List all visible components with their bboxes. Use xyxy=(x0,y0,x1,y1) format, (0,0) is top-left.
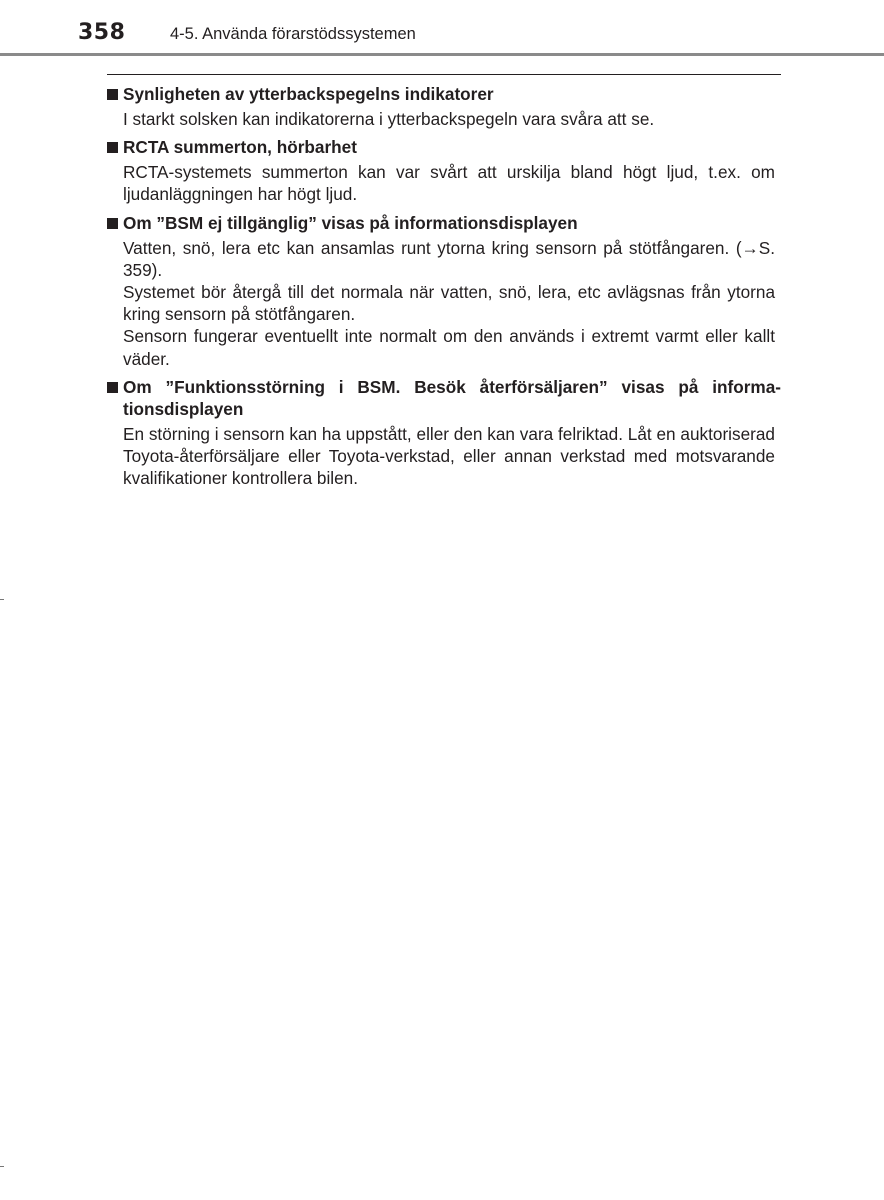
note-body xyxy=(123,237,775,370)
note-paragraph: Systemet bör återgå till det normala när vatten, snö, lera, etc avlägsnas från ytorna kring sensorn på stötfångaren. xyxy=(123,282,775,325)
note-heading-text: Synligheten av ytterbackspegelns indikatorer xyxy=(123,84,494,104)
margin-tick xyxy=(0,1166,4,1167)
note-paragraph: Vatten, snö, lera etc kan ansamlas runt ytorna kring sensorn på stötfångaren. (→S. 359). xyxy=(123,237,775,280)
note-body xyxy=(123,161,775,205)
note-heading xyxy=(107,136,781,158)
section-title: 4-5. Använda förarstödssystemen xyxy=(170,25,416,43)
margin-tick xyxy=(0,599,4,600)
content-area xyxy=(107,74,781,495)
note-item xyxy=(107,376,781,490)
note-item xyxy=(107,136,781,205)
note-heading xyxy=(107,376,781,420)
note-paragraph: Sensorn fungerar eventuellt inte normalt om den används i extremt varmt eller kallt väder. xyxy=(123,326,775,369)
note-heading xyxy=(107,212,781,234)
note-heading-text: Om ”Funktionsstörning i BSM. Besök återförsäljaren” visas på informationsdisplayen xyxy=(123,376,781,419)
square-bullet-icon xyxy=(107,382,118,393)
note-paragraph: En störning i sensorn kan ha uppstått, eller den kan vara felriktad. Låt en auktoriserad Toyota-återförsäljare eller Toyota-verkstad, eller annan verkstad med motsvarande kvalifikationer kontrollera bilen. xyxy=(123,423,775,489)
note-heading-text: Om ”BSM ej tillgänglig” visas på informationsdisplayen xyxy=(123,212,578,233)
page-header xyxy=(0,0,884,58)
note-body xyxy=(123,423,775,490)
header-rule xyxy=(0,53,884,56)
page-number: 358 xyxy=(78,20,126,45)
note-paragraph: RCTA-systemets summerton kan var svårt att urskilja bland högt ljud, t.ex. om ljudanläggningen har högt ljud. xyxy=(123,162,775,205)
note-heading xyxy=(107,83,781,105)
square-bullet-icon xyxy=(107,142,118,153)
note-item xyxy=(107,212,781,370)
note-item xyxy=(107,83,781,130)
square-bullet-icon xyxy=(107,218,118,229)
note-heading-text: RCTA summerton, hörbarhet xyxy=(123,137,357,158)
note-body xyxy=(123,108,775,130)
note-paragraph: I starkt solsken kan indikatorerna i ytterbackspegeln vara svåra att se. xyxy=(123,109,655,129)
square-bullet-icon xyxy=(107,89,118,100)
